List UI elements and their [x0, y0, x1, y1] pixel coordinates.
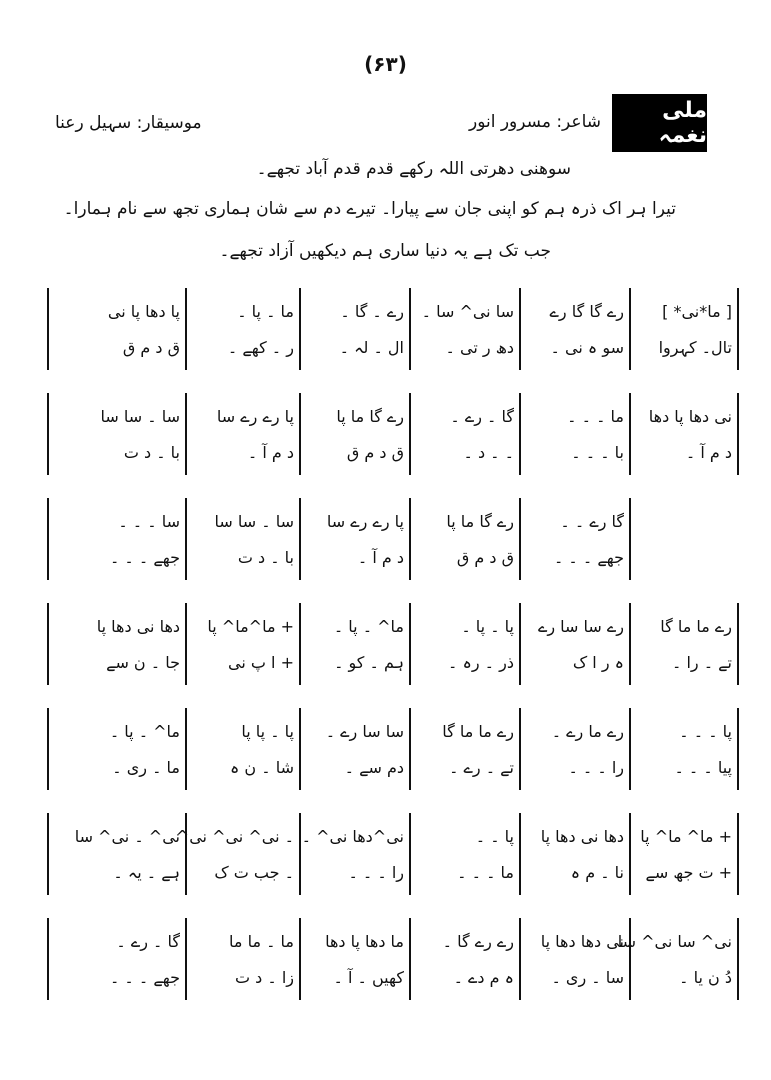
sargam-notes: رے ما ما گا	[660, 617, 732, 636]
notation-section	[48, 288, 738, 370]
measure	[300, 813, 410, 895]
sargam-notes: سا سا رے ۔	[325, 722, 404, 741]
lyric-syllables: سا ۔ ری ۔	[551, 968, 624, 987]
sargam-notes: رے سا سا رے	[537, 617, 624, 636]
sargam-notes: + ما^ما^ پا	[207, 617, 294, 636]
measure	[630, 393, 738, 475]
lyric-syllables: با ۔ د ت	[123, 443, 180, 462]
measure	[410, 288, 520, 370]
lyric-syllables: د م آ ۔	[685, 443, 732, 462]
sargam-notes: ما ۔ پا ۔	[237, 302, 294, 321]
lyric-line: جب تک ہے یہ دنیا ساری ہم دیکھیں آزاد تجھے۔	[219, 241, 551, 261]
lyric-syllables: تے ۔ رے ۔	[449, 758, 514, 777]
measure	[186, 498, 300, 580]
sargam-notes: دھا نی دھا پا	[540, 827, 624, 846]
lyric-syllables: کھیں ۔ آ ۔	[333, 968, 404, 987]
sargam-notes: ۔ نی^ نی^ نی^	[175, 827, 294, 846]
lyric-syllables: شا ۔ ن ہ	[229, 758, 294, 777]
measure	[300, 603, 410, 685]
measure	[410, 603, 520, 685]
lyric-syllables: ۔ جب ت ک	[214, 863, 294, 882]
sargam-notes: گا رے ۔ ۔	[560, 512, 624, 531]
measure	[520, 288, 630, 370]
sargam-notes: ما ۔ ۔ ۔	[567, 407, 624, 426]
lyric-syllables: ق د م ق	[456, 548, 514, 567]
lyric-syllables: دم سے ۔	[344, 758, 404, 777]
measure	[300, 708, 410, 790]
lyric-syllables: پیا ۔ ۔ ۔	[674, 758, 732, 777]
measure	[175, 813, 300, 895]
measure	[520, 393, 630, 475]
sargam-notes: رے رے گا ۔	[442, 932, 514, 951]
sargam-notes: نی دھا پا دھا	[648, 407, 732, 426]
measure	[48, 918, 186, 1000]
sargam-notes: سا ۔ سا سا	[100, 407, 180, 426]
lyric-syllables: ہ ر ا ک	[572, 653, 624, 672]
measure	[630, 603, 738, 685]
sargam-notes: ما ۔ ما ما	[229, 932, 294, 951]
lyric-syllables: ما ۔ ری ۔	[112, 758, 180, 777]
lyric-syllables: تال۔ کہروا	[658, 338, 732, 357]
sargam-notes: ما دھا پا دھا	[325, 932, 404, 951]
sargam-notes: نی^ ۔ نی^ سا	[74, 827, 180, 846]
lyric-syllables: ال ۔ لہ ۔	[339, 338, 404, 357]
sargam-notes: سا ۔ سا سا	[214, 512, 294, 531]
measure	[410, 498, 520, 580]
measure	[410, 393, 520, 475]
measure	[520, 708, 630, 790]
measure	[630, 813, 738, 895]
sargam-notes: نی^ سا نی^ سا	[617, 932, 732, 951]
sargam-notes: پا ۔ پا پا	[241, 722, 294, 741]
lyric-syllables: نا ۔ م ہ	[570, 863, 624, 882]
lyric-syllables: زا ۔ د ت	[235, 968, 294, 987]
lyric-syllables: ہے ۔ یہ ۔	[113, 863, 180, 882]
lyric-syllables: ذر ۔ رہ ۔	[448, 653, 514, 672]
lyric-syllables: د م آ ۔	[247, 443, 294, 462]
measure	[48, 603, 186, 685]
measure	[186, 603, 300, 685]
sargam-notes: رے گا گا رے	[549, 302, 624, 321]
notation-section	[48, 813, 738, 895]
lyric-syllables: با ۔ ۔ ۔	[571, 443, 624, 462]
sargam-notes: رے ۔ گا ۔	[340, 302, 404, 321]
sargam-notes: پا دھا پا نی	[107, 302, 180, 321]
measure	[48, 288, 186, 370]
lyric-syllables: ما ۔ ۔ ۔	[457, 863, 514, 882]
lyric-syllables: جھے ۔ ۔ ۔	[553, 548, 624, 567]
measure	[410, 918, 520, 1000]
sargam-notes: پا رے رے سا	[326, 512, 404, 531]
measure	[48, 393, 186, 475]
measure	[48, 813, 186, 895]
sargam-notes: پا ۔ ۔	[475, 827, 514, 846]
sargam-notes: [ ما*نی* ]	[662, 302, 732, 321]
lyric-syllables: جھے ۔ ۔ ۔	[109, 548, 180, 567]
sargam-notes: ما^ ۔ پا ۔	[333, 617, 404, 636]
lyric-syllables: ہم ۔ کو ۔	[334, 653, 404, 672]
measure	[520, 813, 630, 895]
measure	[520, 498, 630, 580]
lyric-syllables: + ا پ نی	[228, 653, 294, 672]
measure	[300, 288, 410, 370]
measure	[48, 708, 186, 790]
sargam-notes: گا ۔ رے ۔	[450, 407, 514, 426]
lyric-syllables: جھے ۔ ۔ ۔	[109, 968, 180, 987]
measure	[186, 393, 300, 475]
notation-section	[48, 498, 738, 580]
lyric-syllables: جا ۔ ن سے	[106, 653, 180, 672]
lyric-syllables: ق د م ق	[346, 443, 404, 462]
lyric-syllables: تے ۔ را ۔	[671, 653, 732, 672]
sargam-notes: ما^ ۔ پا ۔	[109, 722, 180, 741]
measure	[520, 603, 630, 685]
lyric-syllables: دُ ن یا ۔	[679, 968, 732, 987]
measure	[410, 708, 520, 790]
sargam-notes: رے گا ما پا	[446, 512, 514, 531]
measure	[48, 498, 186, 580]
measure	[300, 918, 410, 1000]
measure	[630, 708, 738, 790]
lyric-syllables: ق د م ق	[122, 338, 180, 357]
lyric-syllables: د م آ ۔	[357, 548, 404, 567]
sargam-notes: نی دھا دھا پا	[540, 932, 624, 951]
lyric-syllables: ر ۔ کھے ۔	[227, 338, 294, 357]
measure	[186, 708, 300, 790]
sargam-notes: رے ما رے ۔	[551, 722, 624, 741]
sargam-notes: دھا نی دھا پا	[96, 617, 180, 636]
poet-credit: شاعر: مسرور انور	[469, 112, 601, 132]
lyric-line: سوھنی دھرتی اللہ رکھے قدم قدم آباد تجھے۔	[256, 159, 571, 179]
page-number: (۶۳)	[364, 52, 407, 76]
sargam-notes: سا نی^ سا ۔	[421, 302, 514, 321]
lyric-syllables: با ۔ د ت	[237, 548, 294, 567]
measure	[186, 288, 300, 370]
sargam-notes: + ما^ ما^ پا	[640, 827, 732, 846]
sargam-notes: نی^دھا نی^ ۔	[301, 827, 404, 846]
measure	[186, 918, 300, 1000]
sargam-notes: سا ۔ ۔ ۔	[118, 512, 180, 531]
measure	[300, 498, 410, 580]
measure	[410, 813, 520, 895]
composer-credit: موسیقار: سہیل رعنا	[55, 113, 202, 133]
measure	[617, 918, 738, 1000]
sargam-notes: رے ما ما گا	[442, 722, 514, 741]
sargam-notes: گا ۔ رے ۔	[116, 932, 180, 951]
lyric-syllables: + ت جھ سے	[645, 863, 732, 882]
sargam-notes: رے گا ما پا	[336, 407, 404, 426]
measure	[300, 393, 410, 475]
notation-section	[48, 708, 738, 790]
notation-section	[48, 393, 738, 475]
title-badge: ملی نغمہ	[612, 94, 707, 152]
lyric-syllables: ہ م دے ۔	[453, 968, 514, 987]
sargam-notes: پا رے رے سا	[216, 407, 294, 426]
lyric-line: تیرا ہر اک ذرہ ہم کو اپنی جان سے پیارا۔ تیرے دم سے شان ہماری تجھ سے نام ہمارا۔	[63, 199, 676, 219]
notation-section	[48, 918, 738, 1000]
lyric-syllables: سو ہ نی ۔	[550, 338, 624, 357]
notation-section	[48, 603, 738, 685]
lyric-syllables: دھ ر تی ۔	[445, 338, 514, 357]
measure	[520, 918, 630, 1000]
measure	[630, 288, 738, 370]
sargam-notes: پا ۔ پا ۔	[461, 617, 514, 636]
sargam-notes: پا ۔ ۔ ۔	[679, 722, 732, 741]
lyric-syllables: را ۔ ۔ ۔	[568, 758, 624, 777]
lyric-syllables: ۔ ۔ د ۔	[463, 443, 514, 462]
lyric-syllables: را ۔ ۔ ۔	[348, 863, 404, 882]
